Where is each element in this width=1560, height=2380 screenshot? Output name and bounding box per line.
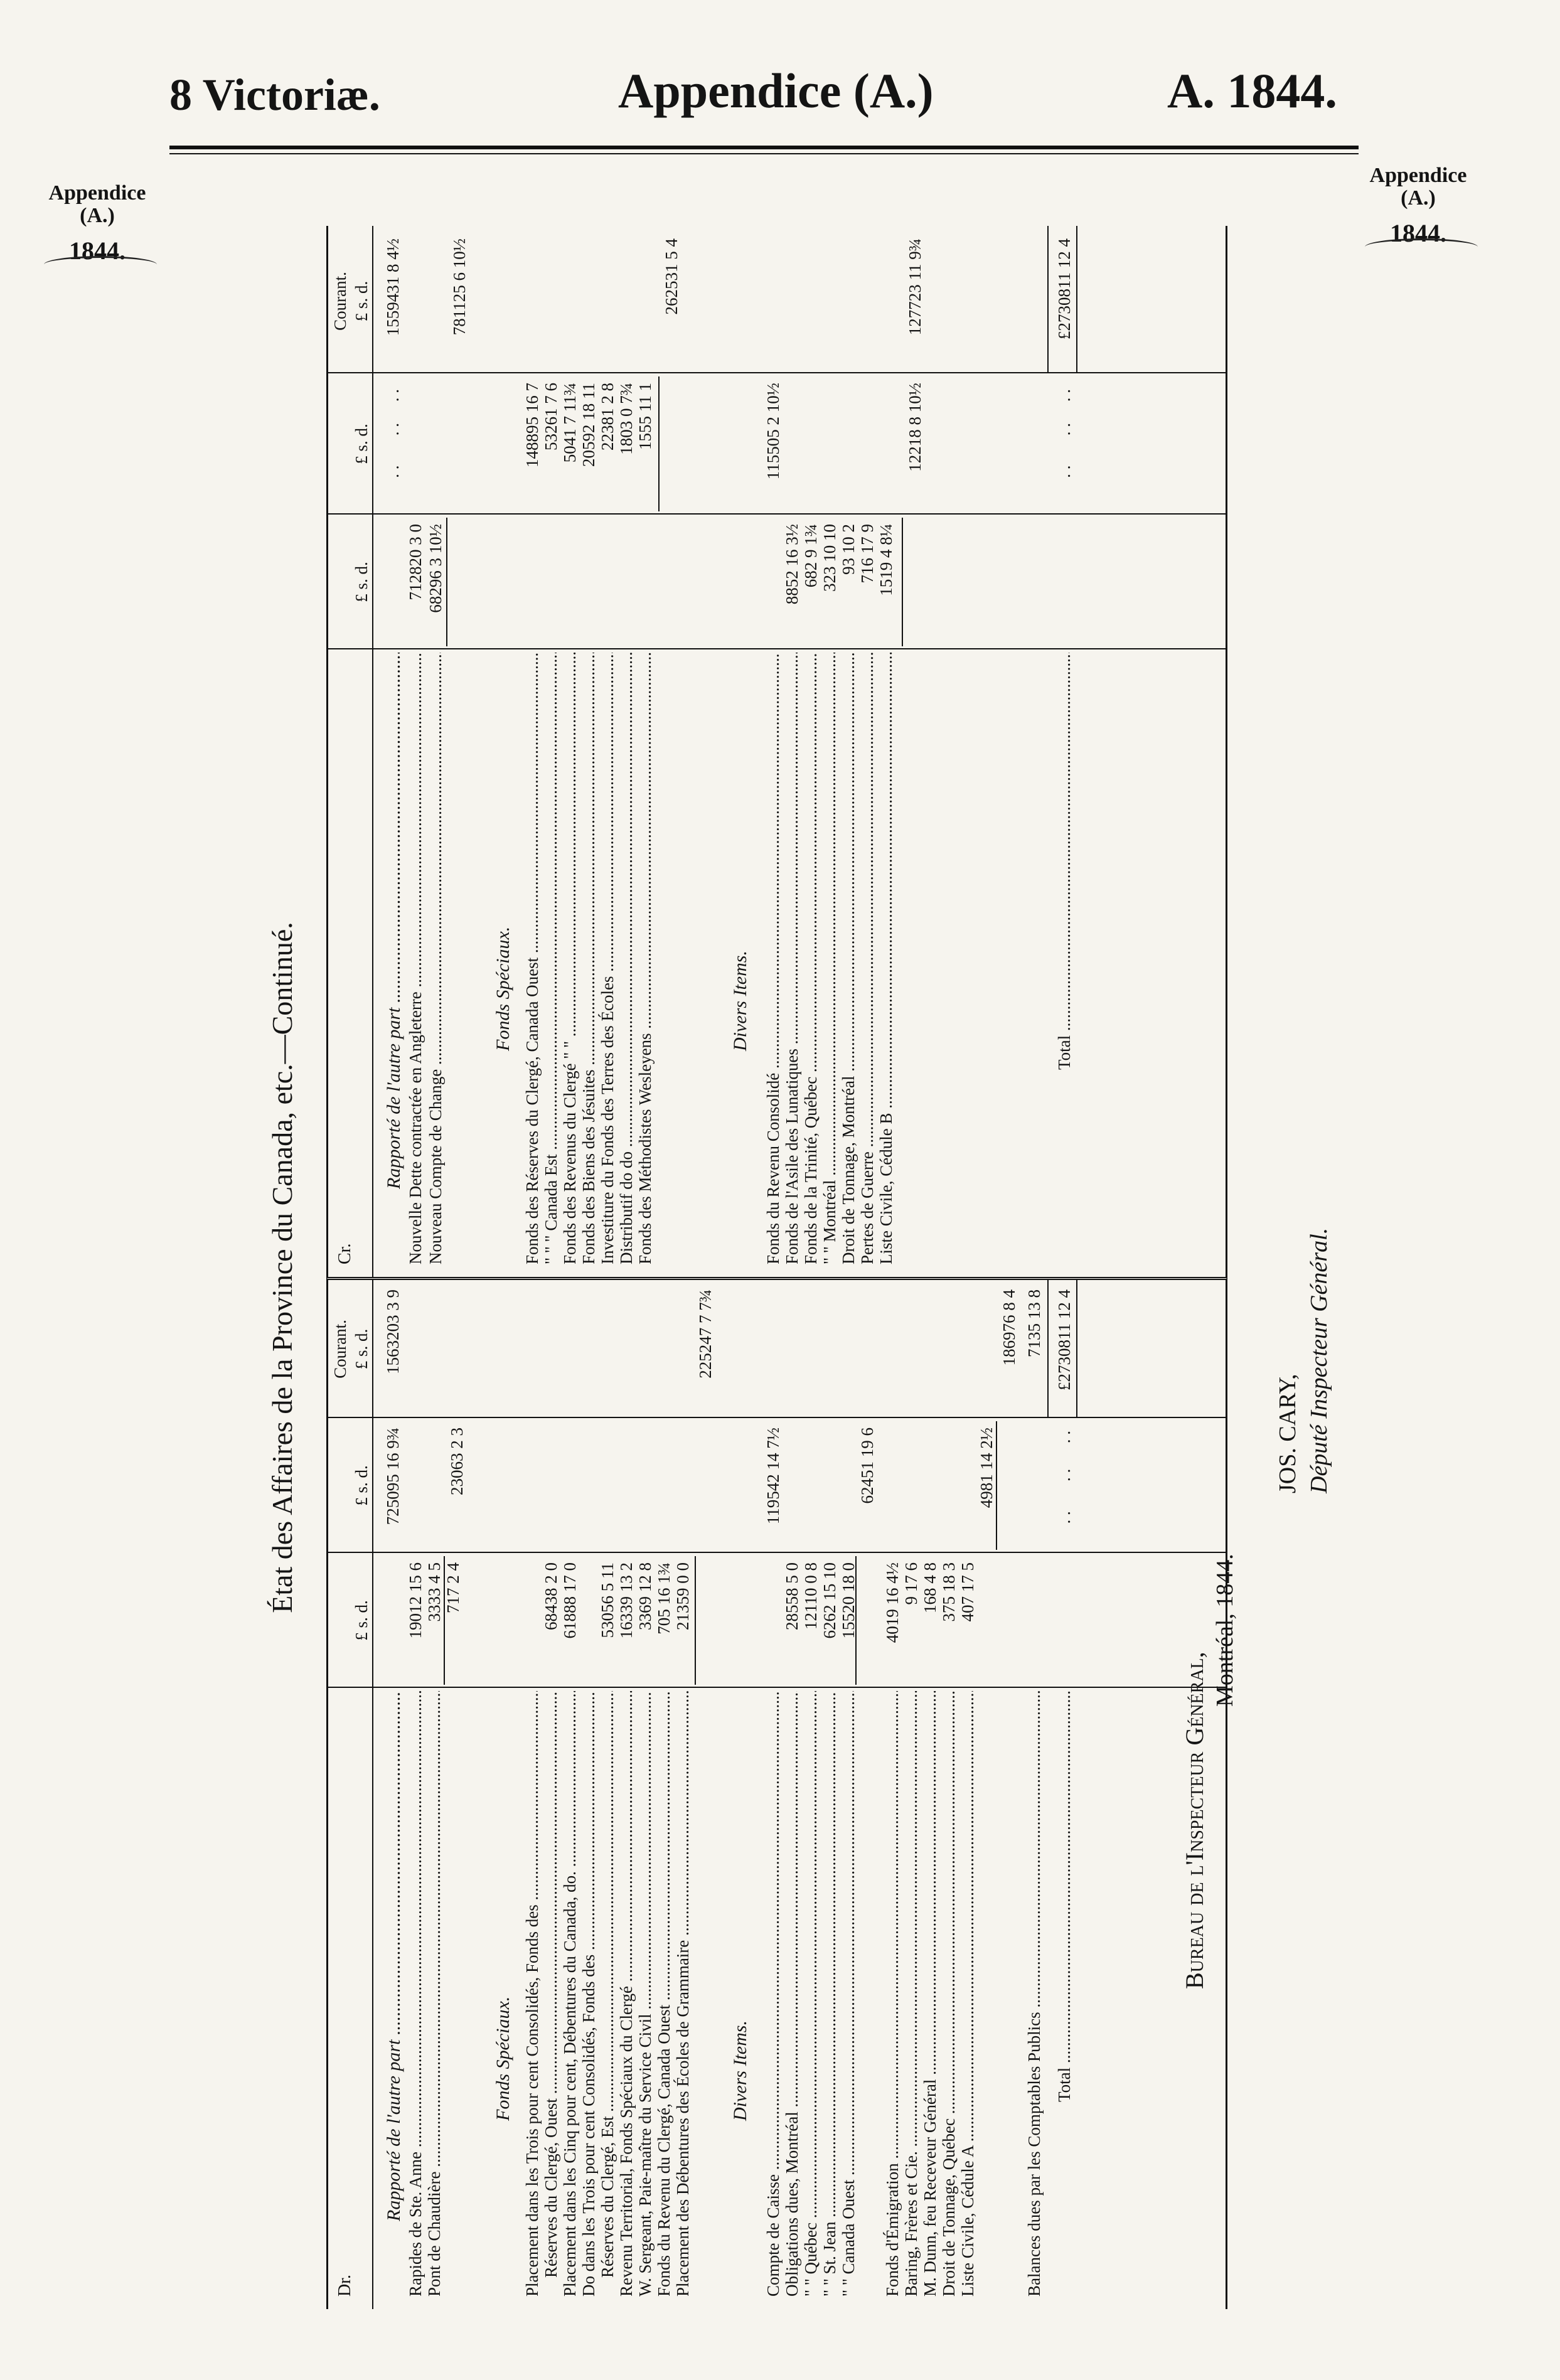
table-row-amount: 28558 5 0 <box>783 1562 801 1630</box>
table-row-label: Placement dans les Trois pour cent Consolidés, Fonds des ..... <box>523 1691 542 2297</box>
table-row-label: Obligations dues, Montréal ..... <box>783 1691 802 2297</box>
table-row-amount: 53056 5 11 <box>598 1562 617 1638</box>
table-row-label: Compte de Caisse ..... <box>764 1691 783 2297</box>
table-row-label: Rapides de Ste. Anne ..... <box>406 1691 425 2297</box>
dr-section-divers: Divers Items. <box>730 2020 751 2121</box>
footer-signer: JOS. CARY, <box>1274 1374 1301 1493</box>
table-row-label: Fonds des Méthodistes Wesleyens ..... <box>636 653 655 1264</box>
margin-sub: (A.) <box>1401 186 1436 210</box>
table-row-label: Pont de Chaudière ..... <box>425 1691 444 2297</box>
table-row-amount: 717 2 4 <box>444 1562 462 1613</box>
table-row-label: " " Canada Ouest ..... <box>839 1691 858 2297</box>
table-row-label: Droit de Tonnage, Québec ..... <box>939 1691 959 2297</box>
table-row-amount: 1555 11 1 <box>636 383 654 450</box>
table-row-label: W. Sergeant, Paie-maître du Service Civil ..... <box>636 1691 655 2297</box>
table-row-label: Placement dans les Cinq pour cent, Débentures du Canada, do. ..... <box>560 1691 580 2297</box>
table-row-label: Fonds de la Trinité, Québec ..... <box>801 653 821 1264</box>
dr-fonds-total: 225247 7 7¾ <box>696 1289 715 1379</box>
cr-bf-c3: 1559431 8 4½ <box>383 238 402 336</box>
cr-heading: Rapporté de l'autre part ..... <box>383 653 405 1189</box>
table-row-label: Fonds de l'Asile des Lunatiques ..... <box>783 653 802 1264</box>
table-row-label: Réserves du Clergé, Est ..... <box>598 1691 617 2278</box>
table-row-label: Fonds d'Émigration ..... <box>883 1691 902 2297</box>
dr-divers-sub2: 4981 14 2½ <box>977 1427 996 1508</box>
table-row-amount: 61888 17 0 <box>560 1562 579 1639</box>
cr-fonds-total: 262531 5 4 <box>662 238 681 315</box>
table-row-amount: 22381 2 8 <box>598 383 617 451</box>
table-row-amount: 1803 0 7¾ <box>617 383 636 455</box>
table-row-label: Nouvelle Dette contractée en Angleterre ..... <box>406 653 425 1264</box>
table-row-label: Fonds des Revenus du Clergé " " ..... <box>560 653 580 1264</box>
cr-courant-head: Courant. <box>331 272 350 331</box>
table-row-amount: 5041 7 11¾ <box>560 383 579 463</box>
dr-courant-head: Courant. <box>331 1320 350 1379</box>
table-row-amount: 716 17 9 <box>858 524 877 584</box>
credit-side <box>326 226 1227 1277</box>
header-left: 8 Victoriæ. <box>169 70 380 120</box>
table-row-amount: 15520 18 0 <box>839 1562 858 1639</box>
footer-place: Montréal, 1844. <box>1212 1554 1238 1707</box>
table-row-amount: 20592 18 11 <box>579 383 598 467</box>
table-row-amount: 705 16 1¾ <box>654 1562 673 1635</box>
dr-currency-c1: £ s. d. <box>352 1600 371 1641</box>
dr-bf-c3: 1563203 3 9 <box>383 1289 402 1374</box>
table-row-label: Fonds du Revenu du Clergé, Canada Ouest ..... <box>654 1691 674 2297</box>
dr-total-dots: . . . . . . <box>1055 1431 1074 1524</box>
table-row-label: Pertes de Guerre ..... <box>858 653 877 1264</box>
debit-side <box>326 1277 1227 2309</box>
cr-revenu-c2: 115505 2 10½ <box>764 383 783 480</box>
margin-year: 1844. <box>1390 219 1446 248</box>
cr-section-divers: Divers Items. <box>730 951 751 1051</box>
table-row-amount: 682 9 1¾ <box>801 524 820 588</box>
margin-note-left <box>35 182 160 264</box>
table-row-amount: 21359 0 0 <box>673 1562 692 1630</box>
margin-brace-left <box>44 256 157 273</box>
table-row-amount: 1519 4 8¼ <box>877 524 895 596</box>
margin-note-right <box>1355 164 1481 247</box>
table-row-label: Fonds des Biens des Jésuites ..... <box>579 653 599 1264</box>
table-row-label: Nouveau Compte de Change ..... <box>426 653 446 1264</box>
dr-currency-c2: £ s. d. <box>352 1465 371 1506</box>
footer-office-text: Bureau de l'Inspecteur Général, <box>1180 1652 1209 1989</box>
cr-sub1-total: 781125 6 10½ <box>450 238 469 336</box>
footer-office <box>1180 1652 1209 1989</box>
dr-heading: Rapporté de l'autre part ..... <box>383 1691 405 2221</box>
cr-currency-c2: £ s. d. <box>352 424 371 464</box>
dr-section-fonds: Fonds Spéciaux. <box>493 1996 513 2121</box>
table-row-label: Liste Civile, Cédule A ..... <box>958 1691 978 2297</box>
table-row-label: " " Montréal ..... <box>820 653 840 1264</box>
table-row-label: Fonds des Réserves du Clergé, Canada Ouest ..... <box>523 653 542 1264</box>
table-row-label: Placement des Débentures des Écoles de Grammaire ..... <box>673 1691 693 2297</box>
table-title: État des Affaires de la Province du Canada, etc.—Continué. <box>266 922 298 1613</box>
header-center: Appendice (A.) <box>618 63 934 118</box>
table-row-amount: 148895 16 7 <box>523 383 542 467</box>
table-row-label: Droit de Tonnage, Montréal ..... <box>839 653 858 1264</box>
header-rule <box>169 146 1359 149</box>
table-row-amount: 12110 0 8 <box>801 1562 820 1630</box>
dr-total-value: £2730811 12 4 <box>1055 1289 1074 1390</box>
dr-caisse-c2: 119542 14 7½ <box>764 1427 783 1525</box>
table-row-label: Liste Civile, Cédule B ..... <box>877 653 896 1264</box>
table-row-amount: 6262 15 10 <box>820 1562 839 1639</box>
table-row-label: Do dans les Trois pour cent Consolidés, Fonds des ..... <box>579 1691 599 2297</box>
cr-total-dots: . . . . . . <box>1055 389 1074 478</box>
table-row-label: " " St. Jean ..... <box>820 1691 840 2297</box>
table-row-amount: 407 17 5 <box>958 1562 977 1622</box>
table-row-amount: 9 17 6 <box>902 1562 921 1605</box>
margin-label: Appendice <box>48 181 146 205</box>
dr-balances-c3: 7135 13 8 <box>1025 1289 1044 1357</box>
dr-currency-c3: £ s. d. <box>352 1328 371 1370</box>
dr-divers-sub: 62451 19 6 <box>858 1427 877 1504</box>
table-row-amount: 53261 7 6 <box>542 383 560 451</box>
table-row-label: Réserves du Clergé, Ouest ..... <box>542 1691 561 2278</box>
table-row-amount: 712820 3 0 <box>406 524 425 600</box>
table-row-amount: 323 10 10 <box>820 524 839 592</box>
table-row-label: Revenu Territorial, Fonds Spéciaux du Clergé ..... <box>617 1691 636 2297</box>
table-row-label: Baring, Frères et Cie. ..... <box>902 1691 921 2297</box>
table-row-amount: 8852 16 3½ <box>783 524 801 605</box>
cr-currency-c3: £ s. d. <box>352 280 371 322</box>
margin-brace-right <box>1365 238 1478 255</box>
dr-balances-label: Balances dues par les Comptables Publics ..... <box>1025 1691 1044 2297</box>
table-row-amount: 375 18 3 <box>939 1562 958 1622</box>
table-row-label: " " Québec ..... <box>801 1691 821 2297</box>
table-row-label: M. Dunn, feu Receveur Général ..... <box>921 1691 940 2297</box>
dr-divers-total: 186976 8 4 <box>1000 1289 1018 1366</box>
header-right: A. 1844. <box>1167 63 1337 118</box>
table-row-label: " " " Canada Est ..... <box>542 653 561 1264</box>
table-row-amount: 68296 3 10½ <box>426 524 445 613</box>
table-row-label: Investiture du Fonds des Terres des Écoles ..... <box>598 653 617 1264</box>
table-row-amount: 16339 13 2 <box>617 1562 636 1639</box>
dr-side-label: Dr. <box>335 2275 355 2297</box>
table-row-amount: 3369 12 8 <box>636 1562 654 1630</box>
table-row-amount: 168 4 8 <box>921 1562 939 1613</box>
cr-divers-sub: 12218 8 10½ <box>906 383 924 472</box>
table-row-amount: 3333 4 5 <box>425 1562 444 1622</box>
table-row-label: Distributif do do ..... <box>617 653 636 1264</box>
table-row-amount: 4019 16 4½ <box>883 1562 902 1643</box>
header-rule-thin <box>169 153 1359 154</box>
cr-currency-c1: £ s. d. <box>352 562 371 602</box>
cr-total-value: £2730811 12 4 <box>1055 238 1074 339</box>
table-row-label: Fonds du Revenu Consolidé ..... <box>764 653 783 1264</box>
dr-sub1-total: 23063 2 3 <box>447 1427 466 1495</box>
dr-bf-c2: 725095 16 9¾ <box>383 1427 402 1525</box>
table-row-amount: 68438 2 0 <box>542 1562 560 1630</box>
cr-total-label: Total ..... <box>1055 653 1074 1070</box>
cr-section-fonds: Fonds Spéciaux. <box>493 926 513 1051</box>
margin-sub: (A.) <box>80 203 115 227</box>
cr-side-label: Cr. <box>335 1243 355 1264</box>
cr-divers-total: 127723 11 9¾ <box>906 238 924 336</box>
footer-role: Député Inspecteur Général. <box>1306 1227 1332 1493</box>
table-row-amount: 19012 15 6 <box>406 1562 425 1639</box>
ledger-table <box>264 226 1318 2309</box>
table-row-amount: 93 10 2 <box>839 524 858 575</box>
dr-total-label: Total ..... <box>1055 1691 1074 2102</box>
margin-year: 1844. <box>69 237 126 265</box>
cr-bf-dots: . . . . . . <box>383 389 402 478</box>
margin-label: Appendice <box>1369 164 1467 187</box>
